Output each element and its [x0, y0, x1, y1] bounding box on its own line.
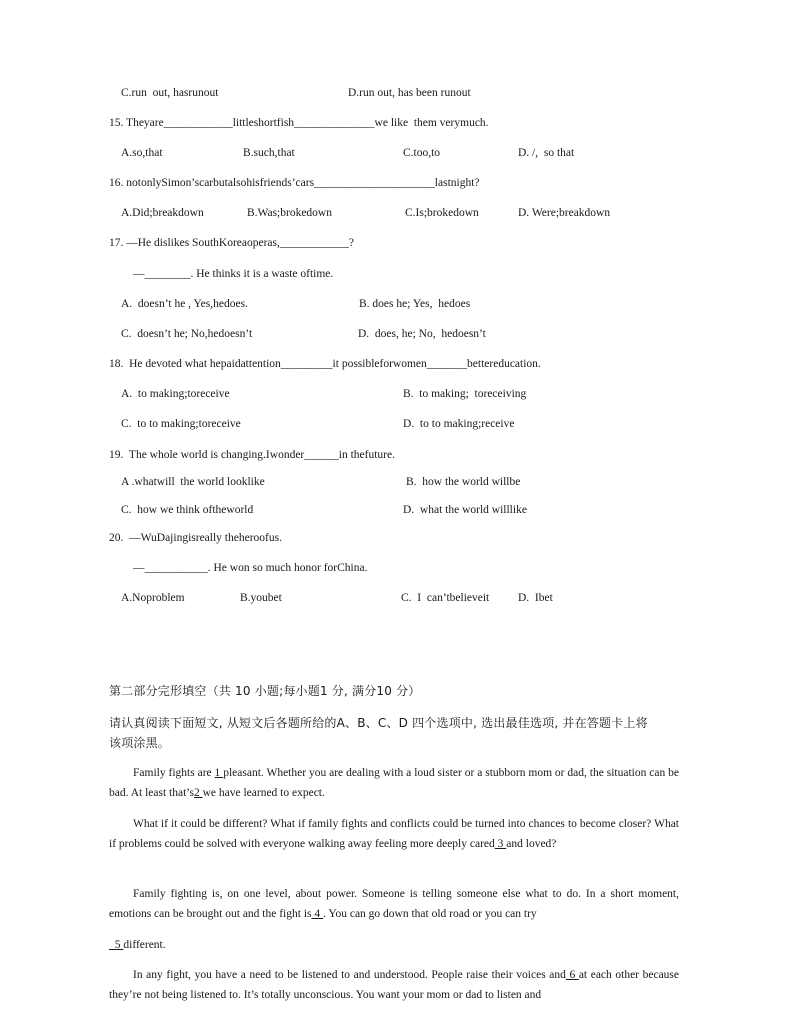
- passage-text: pleasant. Whether you are dealing with a loud sister or a stubborn mom or dad, the situation can be bad. At least that’s: [109, 767, 680, 799]
- passage-text: Family fights are: [133, 767, 215, 779]
- q19-option-b: B. how the world willbe: [406, 476, 521, 488]
- passage-paragraph-3-cont: [109, 938, 166, 952]
- q18-option-a: A. to making;toreceive: [121, 388, 230, 400]
- q20-reply: —___________. He won so much honor forChina.: [133, 562, 368, 574]
- blank-4: 4: [311, 907, 323, 920]
- q20-option-b: B.youbet: [240, 592, 282, 604]
- passage-text: we have learned to expect.: [202, 786, 325, 799]
- q19-option-d: D. what the world willlike: [403, 504, 527, 516]
- q20-option-a: A.Noproblem: [121, 592, 185, 604]
- q20-stem: 20. —WuDajingisreally theheroofus.: [109, 532, 282, 544]
- q17-option-d: D. does, he; No, hedoesn’t: [358, 328, 486, 340]
- q17-option-c: C. doesn’t he; No,hedoesn’t: [121, 328, 253, 340]
- passage-paragraph-4: [109, 966, 679, 1005]
- q15-option-d: D. /, so that: [518, 147, 575, 159]
- q19-option-a: A .whatwill the world looklike: [121, 476, 265, 488]
- q18-option-b: B. to making; toreceiving: [403, 388, 527, 400]
- q15-option-a: A.so,that: [121, 147, 163, 159]
- q15-option-c: C.too,to: [403, 147, 441, 159]
- part2-instruction-line2: 该项涂黑。: [109, 736, 171, 750]
- q16-option-c: C.Is;brokedown: [405, 207, 479, 219]
- passage-text: In any fight, you have a need to be listened to and understood. People raise their voices and: [133, 969, 566, 981]
- q16-option-a: A.Did;breakdown: [121, 207, 204, 219]
- blank-2: 2: [193, 786, 203, 799]
- q17-option-a: A. doesn’t he , Yes,hedoes.: [121, 298, 248, 310]
- passage-paragraph-2: [109, 815, 679, 854]
- q20-option-d: D. Ibet: [518, 592, 553, 604]
- passage-text: Family fighting is, on one level, about power. Someone is telling someone else what to do. In a short moment, emotions can be brought out and the fight is: [109, 888, 679, 920]
- q20-option-c: C. I can’tbelieveit: [401, 592, 490, 604]
- q18-stem: 18. He devoted what hepaidattention_________it possibleforwomen_______bettereducation.: [109, 358, 541, 370]
- part2-heading: 第二部分完形填空（共 10 小题;每小题1 分, 满分10 分）: [109, 684, 421, 698]
- passage-paragraph-1: [109, 764, 679, 803]
- q18-option-c: C. to to making;toreceive: [121, 418, 241, 430]
- q15-option-b: B.such,that: [243, 147, 295, 159]
- passage-text: What if it could be different? What if family fights and conflicts could be turned into chances to become closer? What if problems could be solved with everyone walking away feeling more deeply cared: [109, 818, 679, 850]
- blank-3: 3: [494, 837, 507, 850]
- q19-option-c: C. how we think oftheworld: [121, 504, 254, 516]
- blank-5: 5: [109, 939, 124, 951]
- q14-option-c: C.run out, hasrunout: [121, 87, 219, 99]
- part2-instruction-line1: 请认真阅读下面短文, 从短文后各题所给的A、B、C、D 四个选项中, 选出最佳选项, 并在答题卡上将: [109, 716, 648, 730]
- passage-text: at each other because they’re not being listened to. It’s totally unconscious. You want your mom or dad to listen and: [109, 969, 680, 1001]
- q17-stem: 17. —He dislikes SouthKoreaoperas,____________?: [109, 237, 354, 249]
- passage-text: . You can go down that old road or you can try: [323, 907, 537, 920]
- q17-reply: —________. He thinks it is a waste oftime.: [133, 268, 334, 280]
- q15-stem: 15. Theyare____________littleshortfish______________we like them verymuch.: [109, 117, 489, 129]
- blank-6: 6: [565, 969, 579, 981]
- q16-option-d: D. Were;breakdown: [518, 207, 611, 219]
- passage-paragraph-3: [109, 885, 679, 924]
- q18-option-d: D. to to making;receive: [403, 418, 515, 430]
- passage-text: and loved?: [506, 837, 557, 850]
- passage-text: different.: [123, 939, 166, 951]
- blank-1: 1: [214, 767, 224, 779]
- q17-option-b: B. does he; Yes, hedoes: [359, 298, 471, 310]
- q16-stem: 16. notonlySimon’scarbutalsohisfriends’cars_____________________lastnight?: [109, 177, 480, 189]
- q19-stem: 19. The whole world is changing.Iwonder______in thefuture.: [109, 449, 395, 461]
- q14-option-d: D.run out, has been runout: [348, 87, 471, 99]
- q16-option-b: B.Was;brokedown: [247, 207, 332, 219]
